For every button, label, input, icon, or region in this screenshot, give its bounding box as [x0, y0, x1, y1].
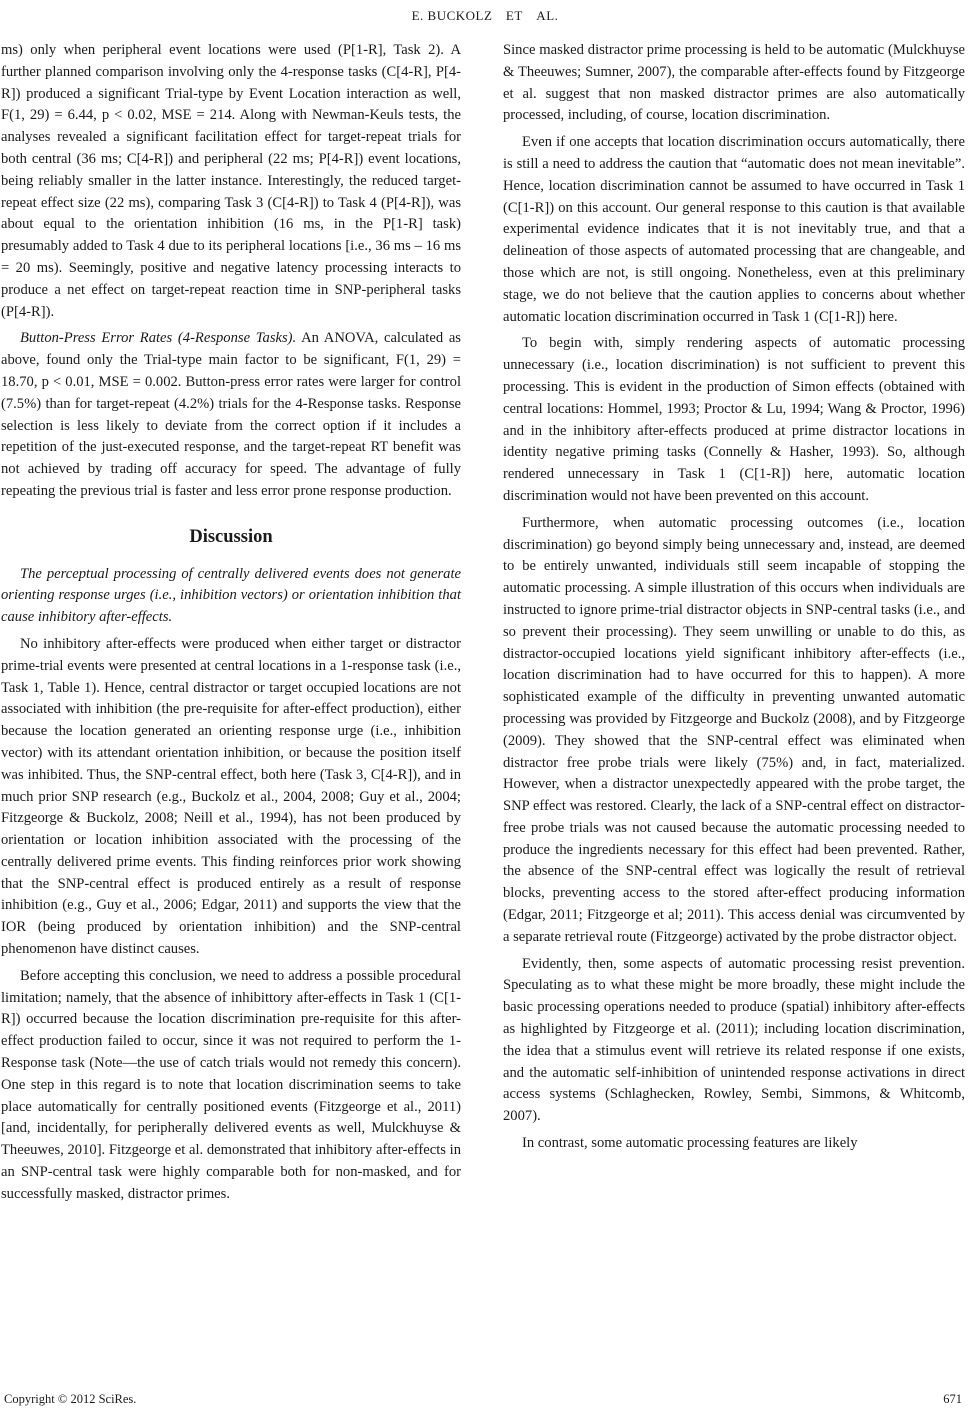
paragraph: Evidently, then, some aspects of automatic processing resist prevention. Speculating as to what these might be more broadly, these might include the basic processing operations needed to produce (spatial) inhibitory after-effects as highlighted by Fitzgeorge et al. (2011); including location discrimination, the idea that a stimulus event will retrieve its related response if one exists, and the automatic self-inhibition of unintended response activations in direct access systems (Schlaghecken, Rowley, Sembi, Simmons, & Whitcomb, 2007).: [503, 955, 965, 1125]
right-column: [503, 40, 965, 1160]
paragraph: Before accepting this conclusion, we need to address a possible procedural limitation; namely, that the absence of inhibittory after-effects in Task 1 (C[1-R]) occurred because the location discrimination pre-requisite for this after-effect production failed to occur, since it was not required to perform the 1-Response task (Note—the use of catch trials would not remedy this concern). One step in this regard is to note that location discrimination seems to take place automatically for centrally positioned events (Fitzgeorge et al., 2011) [and, incidentally, for peripherally delivered events as well, Mulckhuyse & Theeuwes, 2010]. Fitzgeorge et al. demonstrated that inhibitory after-effects in an SNP-central task were highly comparable both for non-masked, and for successfully masked, distractor primes.: [1, 967, 461, 1202]
left-column: [1, 40, 461, 1211]
paragraph: Furthermore, when automatic processing outcomes (i.e., location discrimination) go beyond simply being unnecessary and, instead, are deemed to be entirely unwanted, individuals still seem incapable of stopping the automatic processing. A simple illustration of this occurs when individuals are instructed to ignore prime-trial distractor objects in SNP-central tasks (i.e., and so prevent their processing). They seem unwilling or unable to do this, as distractor-occupied locations yield significant inhibitory after-effects (i.e., location discrimination had to have occurred for this to happen). A more sophisticated example of the difficulty in preventing unwanted automatic processing was provided by Fitzgeorge and Buckolz (2008), and by Fitzgeorge (2009). They showed that the SNP-central effect was eliminated when distractor free probe trials were likely (75%) and, in fact, materialized. However, when a distractor unexpectedly appeared with the probe target, the SNP effect was restored. Clearly, the lack of a SNP-central effect on distractor-free probe trials was not caused because the automatic processing needed to produce the ingredients necessary for this effect had been prevented. Rather, the absence of the SNP-central effect was logically the result of retrieval blocks, preventing access to the stored after-effect producing information (Edgar, 2011; Fitzgeorge et al; 2011). This access denial was circumvented by a separate retrieval route (Fitzgeorge) activated by the probe distractor object.: [503, 514, 965, 945]
paragraph: No inhibitory after-effects were produced when either target or distractor prime-trial events were presented at central locations in a 1-response task (i.e., Task 1, Table 1). Hence, central distractor or target occupied locations are not associated with inhibition (the pre-requisite for after-effect production), either because the location generated an orienting response urge (i.e., inhibition vector) with its attendant orientation inhibition, or because the position itself was inhibited. Thus, the SNP-central effect, both here (Task 3, C[4-R]), and in much prior SNP research (e.g., Buckolz et al., 2004, 2008; Guy et al., 2004; Fitzgeorge & Buckolz, 2008; Neill et al., 1994), has not been produced by orientation or location inhibition associated with the processing of the centrally delivered prime events. This finding reinforces prior work showing that the SNP-central effect is produced entirely as a result of response inhibition (e.g., Guy et al., 2006; Edgar, 2011) and supports the view that the IOR (being produced by orientation inhibition) and the SNP-central phenomenon have distinct causes.: [1, 635, 461, 958]
paragraph: ms) only when peripheral event locations were used (P[1-R], Task 2). A further planned comparison involving only the 4-response tasks (C[4-R], P[4-R]) produced a significant Trial-type by Event Location interaction as well, F(1, 29) = 6.44, p < 0.02, MSE = 214. Along with Newman-Keuls tests, the analyses revealed a significant facilitation effect for target-repeat trials for both central (36 ms; C[4-R]) and peripheral (22 ms; P[4-R]) event locations, being reliably smaller in the latter instance. Interestingly, the reduced target-repeat effect size (22 ms), comparing Task 3 (C[4-R]) to Task 4 (P[4-R]), was about equal to the orientation inhibition (16 ms, in the P[1-R] task) presumably added to Task 4 due to its peripheral locations [i.e., 36 ms – 16 ms = 20 ms). Seemingly, positive and negative latency processing interacts to produce a net effect on target-repeat reaction time in SNP-peripheral tasks (P[4-R]).: [1, 42, 461, 320]
paragraph: To begin with, simply rendering aspects of automatic processing unnecessary (i.e., location discrimination) is not sufficient to prevent this processing. This is evident in the production of Simon effects (obtained with central locations: Hommel, 1993; Proctor & Lu, 1994; Wang & Proctor, 1996) and in the inhibitory after-effects produced at prime distractor locations in identity negative priming tasks (Connelly & Hasher, 1993). So, although rendered unnecessary in Task 1 (C[1-R]) here, automatic location discrimination would not have been prevented on this account.: [503, 335, 965, 504]
copyright-notice: Copyright © 2012 SciRes.: [4, 1392, 137, 1406]
running-head: E. BUCKOLZ ET AL.: [411, 8, 559, 23]
paragraph-lead: Button-Press Error Rates (4-Response Tasks).: [20, 330, 297, 347]
page-number: 671: [943, 1392, 962, 1406]
summary-paragraph: The perceptual processing of centrally delivered events does not generate orienting response urges (i.e., inhibition vectors) or orientation inhibition that cause inhibitory after-effects.: [1, 565, 461, 626]
paragraph: Even if one accepts that location discrimination occurs automatically, there is still a need to address the caution that “automatic does not mean inevitable”. Hence, location discrimination cannot be assumed to have occurred in Task 1 (C[1-R]) on this account. Our general response to this caution is that available experimental evidence indicates that it is not inevitably true, and that a delineation of those aspects of automated processing that are changeable, and those which are not, is still ongoing. Nonetheless, even at this preliminary stage, we do not believe that the caution applies to concerns about whether automatic location discrimination occurred in Task 1 (C[1-R]) here.: [503, 134, 965, 325]
paragraph: [1, 328, 461, 502]
paragraph: In contrast, some automatic processing features are likely: [522, 1135, 858, 1152]
section-heading: Discussion: [189, 526, 273, 547]
paragraph: Since masked distractor prime processing is held to be automatic (Mulckhuyse & Theeuwes; Sumner, 2007), the comparable after-effects found by Fitzgeorge et al. suggest that non masked distractor primes are also automatically processed, including, of course, location discrimination.: [503, 42, 965, 124]
paragraph-body: An ANOVA, calculated as above, found only the Trial-type main factor to be significant, F(1, 29) = 18.70, p < 0.01, MSE = 0.002. Button-press error rates were larger for control (7.5%) than for target-repeat (4.2%) trials for the 4-Response tasks. Response selection is less likely to deviate from the correct option if it includes a repetition of the just-executed response, and the target-repeat RT benefit was not achieved by trading off accuracy for speed. The advantage of fully repeating the previous trial is faster and less error prone response production.: [1, 330, 461, 499]
